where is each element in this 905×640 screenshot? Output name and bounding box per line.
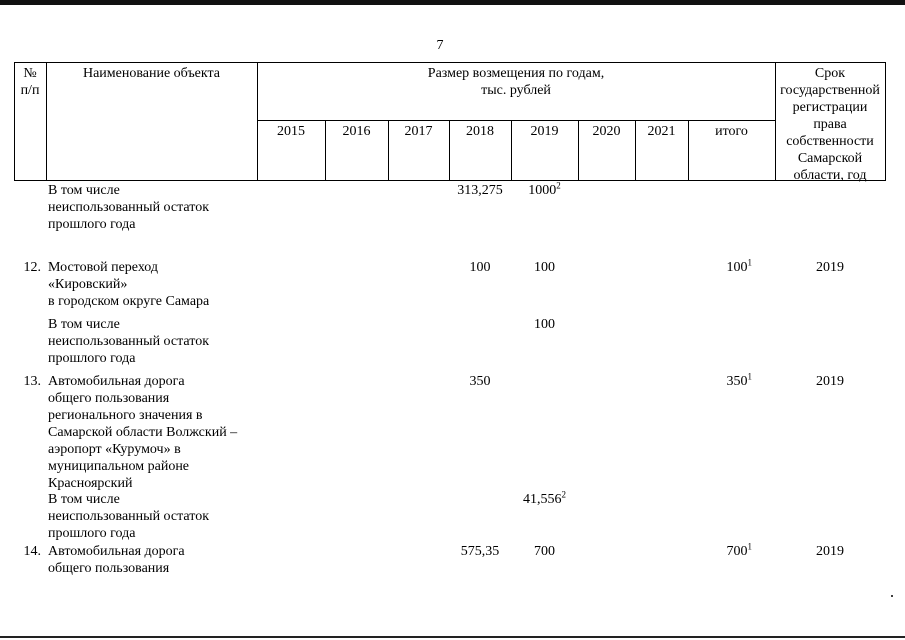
- row-12-2019: 100: [534, 260, 555, 275]
- row-13-2018: 350: [469, 374, 491, 389]
- row-13-sub-2019: 41,556$^2$: [523, 489, 566, 507]
- page-number: 7: [436, 38, 444, 53]
- row-12-name: Мостовой переход «Кировский» в городском округе Самара: [48, 260, 210, 309]
- row-13-total: $350^1$: [726, 371, 752, 389]
- row-sub-2019: 1000$^2$: [528, 180, 561, 198]
- header-year-2019: 2019: [530, 124, 559, 139]
- row-14-term: 2019: [816, 544, 844, 559]
- row-12-sub-name: В том числе неиспользованный остаток прошлого года: [48, 317, 209, 366]
- top-border: [0, 0, 905, 5]
- row-14-name: Автомобильная дорога общего пользования: [48, 544, 185, 576]
- header-year-2020: 2020: [592, 124, 621, 139]
- header-total: итого: [715, 124, 748, 139]
- row-14-num: 14.: [23, 544, 41, 559]
- row-14-total: $700^1$: [726, 541, 752, 559]
- row-14-2019: 700: [534, 544, 555, 559]
- row-12-term: 2019: [816, 260, 844, 275]
- row-13-name: Автомобильная дорога общего пользования регионального значения в Самарской области Волжский – аэропорт «Курумоч» в муниципальном районе Красноярский: [48, 374, 238, 491]
- row-13-num: 13.: [23, 374, 41, 389]
- header-term: Срок государственной регистрации права собственности Самарской области, год: [780, 66, 880, 183]
- row-sub-name: В том числе неиспользованный остаток прошлого года: [48, 183, 209, 232]
- row-12-num: 12.: [23, 260, 41, 275]
- header-year-2017: 2017: [404, 124, 433, 139]
- row-13-sub-name: В том числе неиспользованный остаток прошлого года: [48, 492, 209, 541]
- row-13-term: 2019: [816, 374, 844, 389]
- row-12-2018: 100: [469, 260, 491, 275]
- header-amount: Размер возмещения по годам, тыс. рублей: [427, 66, 605, 98]
- bottom-border: [0, 636, 905, 638]
- header-num: № п/п: [20, 66, 40, 98]
- header-year-2021: 2021: [647, 124, 676, 139]
- header-year-2016: 2016: [342, 124, 371, 139]
- header-name: Наименование объекта: [82, 66, 221, 81]
- row-sub-2018: 313,275: [457, 183, 503, 198]
- row-12-sub-2019: 100: [534, 317, 555, 332]
- scan-speck: [891, 595, 893, 597]
- row-14-2018: 575,35: [460, 544, 500, 559]
- row-12-total: $100^1$: [726, 257, 752, 275]
- header-year-2015: 2015: [277, 124, 305, 139]
- header-year-2018: 2018: [466, 124, 494, 139]
